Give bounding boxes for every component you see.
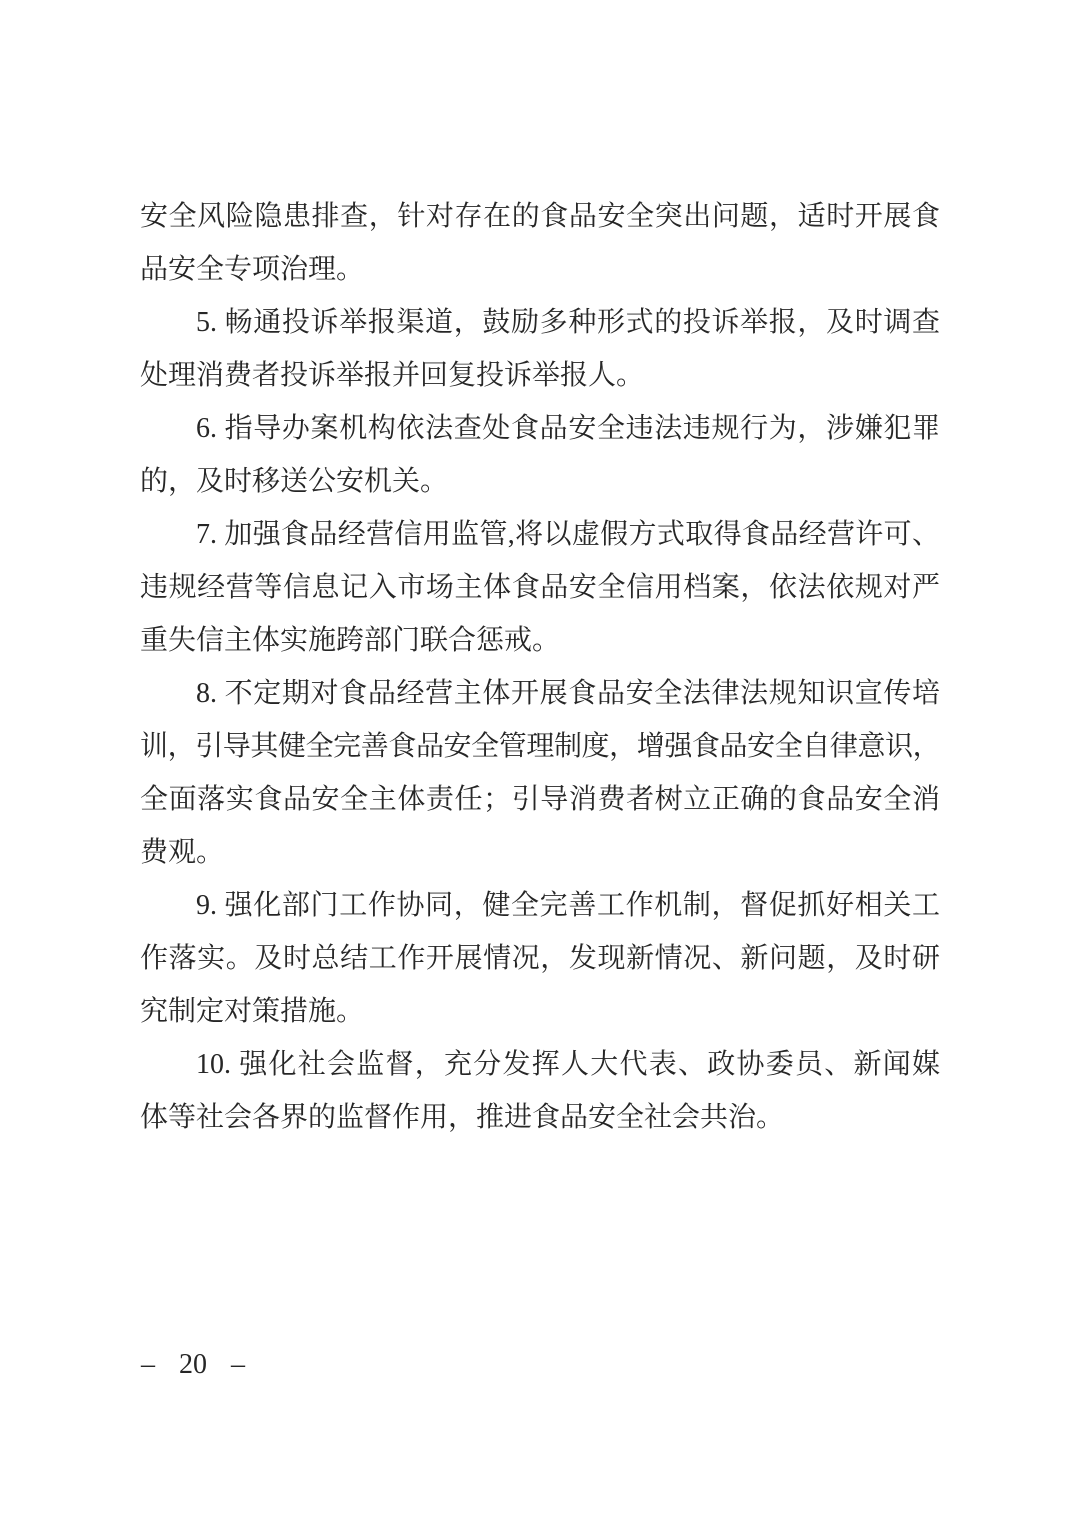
text-line: 的，及时移送公安机关。 <box>140 466 449 497</box>
text-line: 重失信主体实施跨部门联合惩戒。 <box>140 625 561 656</box>
text-line: 10. 强化社会监督，充分发挥人大代表、政协委员、新闻媒 <box>196 1049 940 1080</box>
footer-dash-right: – <box>231 1349 245 1380</box>
text-line: 5. 畅通投诉举报渠道，鼓励多种形式的投诉举报，及时调查 <box>196 307 940 338</box>
text-line: 训，引导其健全完善食品安全管理制度，增强食品安全自律意识， <box>140 731 940 762</box>
body-text <box>140 190 940 1144</box>
text-line: 7. 加强食品经营信用监管,将以虚假方式取得食品经营许可、 <box>196 519 940 550</box>
footer-dash-left: – <box>141 1349 155 1380</box>
page-number <box>141 1345 245 1385</box>
text-line: 8. 不定期对食品经营主体开展食品安全法律法规知识宣传培 <box>196 678 940 709</box>
text-line: 处理消费者投诉举报并回复投诉举报人。 <box>140 360 645 391</box>
text-line: 究制定对策措施。 <box>140 996 365 1027</box>
text-line: 全面落实食品安全主体责任；引导消费者树立正确的食品安全消 <box>140 784 940 815</box>
text-line: 作落实。及时总结工作开展情况，发现新情况、新问题，及时研 <box>140 943 940 974</box>
text-line: 9. 强化部门工作协同，健全完善工作机制，督促抓好相关工 <box>196 890 940 921</box>
text-line: 安全风险隐患排查，针对存在的食品安全突出问题，适时开展食 <box>140 201 940 232</box>
text-line: 体等社会各界的监督作用，推进食品安全社会共治。 <box>140 1102 785 1133</box>
text-line: 6. 指导办案机构依法查处食品安全违法违规行为，涉嫌犯罪 <box>196 413 940 444</box>
text-line: 品安全专项治理。 <box>140 254 365 285</box>
text-line: 违规经营等信息记入市场主体食品安全信用档案，依法依规对严 <box>140 572 940 603</box>
text-line: 费观。 <box>140 837 225 868</box>
footer-number: 20 <box>179 1349 207 1380</box>
